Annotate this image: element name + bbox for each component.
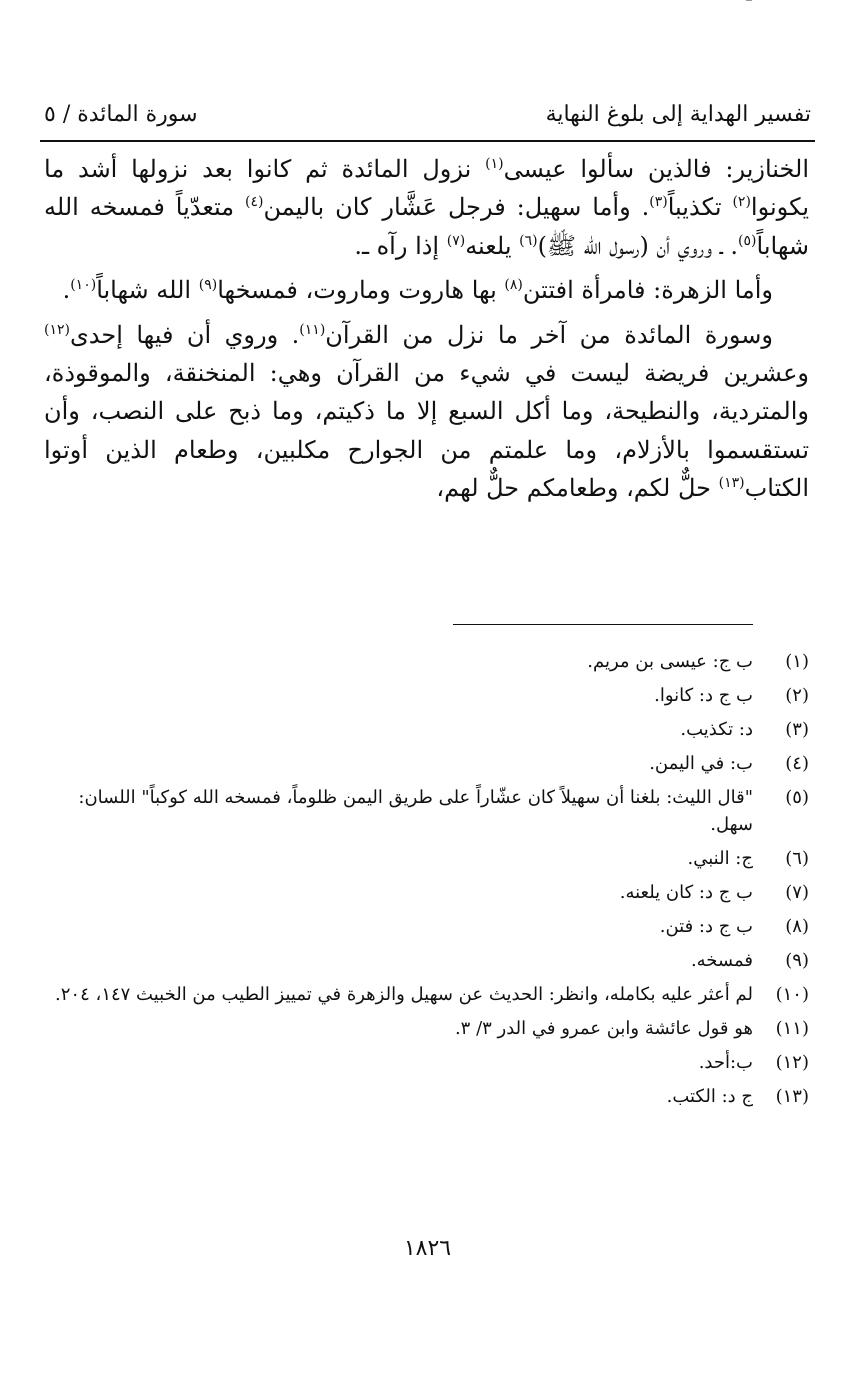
footnotes (44, 648, 809, 1117)
footnote-number: (٦) (785, 848, 809, 869)
footnote-item (44, 716, 809, 743)
footnote-item (44, 947, 809, 974)
footnote-ref: (٢) (732, 194, 751, 211)
footnote-item (44, 648, 809, 675)
footnote-ref: (٨) (504, 277, 523, 294)
footnote-text: ب ج د: كان يلعنه. (619, 882, 753, 903)
footnote-item (44, 750, 809, 777)
footnote-number: (٤) (785, 753, 809, 774)
footnote-number: (٥) (785, 787, 809, 808)
footnote-ref: (٥) (738, 232, 757, 249)
footnote-ref: (٦) (519, 232, 538, 249)
footnote-item (44, 981, 809, 1008)
corner-mark (746, 0, 752, 7)
paragraph-2: وأما الزهرة: فامرأة افتتن$^{(٨)}$ بها هاروت وماروت، فمسخها$^{(٩)}$ الله شهاباً$^{(١٠)}$. (62, 276, 773, 305)
footnote-item (44, 845, 809, 872)
footnote-separator (453, 624, 753, 625)
footnote-number: (٣) (785, 719, 809, 740)
footnote-number: (٢) (785, 685, 809, 706)
footnote-text: "قال الليث: بلغنا أن سهيلاً كان عشّاراً على طريق اليمن ظلوماً، فمسخه الله كوكباً" اللسان: سهل. (78, 787, 753, 835)
footnote-ref: (١) (485, 156, 504, 172)
footnote-number: (١) (785, 651, 809, 672)
page-number: ١٨٢٦ (403, 1236, 452, 1261)
surah-reference: سورة المائدة / ٥ (44, 101, 198, 127)
footnote-ref: (٩) (198, 277, 218, 294)
footnote-item (44, 1049, 809, 1076)
footnote-text: هو قول عائشة وابن عمرو في الدر ٣/ ٣. (454, 1018, 753, 1039)
footnote-number: (٨) (785, 916, 809, 937)
running-header (44, 96, 811, 132)
paragraph-3: وسورة المائدة من آخر ما نزل من القرآن$^{(١١)}$. وروي أن فيها إحدى$^{(١٢)}$ وعشرين فريضة ليست في شيء من القرآن وهي: المنخنقة، والموقوذة، والمتردية، والنطيحة، وما أكل السبع إلا ما ذكيتم، وما ذبح على النصب، وأن تستقسموا بالأزلام، وما علمتم من الجوارح مكلبين، وطعام الذين أوتوا الكتاب$^{(١٣)}$ حلٌّ لكم، وطعامكم حلٌّ لهم، (44, 320, 809, 503)
footnote-item (44, 913, 809, 940)
footnote-text: ج: النبي. (687, 848, 753, 869)
footnote-text: ب: في اليمن. (649, 753, 753, 774)
footnote-text: ب ج: عيسى بن مريم. (587, 651, 753, 672)
footnote-text: لم أعثر عليه بكامله، وانظر: الحديث عن سهيل والزهرة في تمييز الطيب من الخبيث ١٤٧، ٢٠٤. (55, 984, 753, 1005)
header-rule (40, 140, 815, 142)
footnote-ref: (١١) (299, 321, 326, 338)
footnote-item (44, 879, 809, 906)
book-title: تفسير الهداية إلى بلوغ النهاية (545, 101, 811, 127)
footnote-number: (١٣) (775, 1086, 809, 1107)
footnote-ref: (١٢) (44, 321, 70, 338)
footnote-ref: (١٠) (70, 277, 97, 294)
footnote-text: فمسخه. (690, 950, 753, 971)
footnote-number: (١٢) (775, 1052, 809, 1073)
paragraph-1: الخنازير: فالذين سألوا عيسى$^{(١)}$ نزول المائدة ثم كانوا بعد نزولها أشد ما يكونوا$^{(٢)}$ تكذيباً$^{(٣)}$. وأما سهيل: فرجل عَشَّار كان باليمن$^{(٤)}$ متعدّياً فمسخه الله شهاباً$^{(٥)}$. ـ وروي أن (رسول الله ﷺ)$^{(٦)}$ يلعنه$^{(٧)}$ إذا رآه ـ. (44, 155, 810, 260)
footnote-text: ب:أحد. (698, 1052, 753, 1073)
footnote-text: ب ج د: فتن. (659, 916, 753, 937)
footnote-number: (٧) (785, 882, 809, 903)
footnote-number: (١١) (775, 1018, 809, 1039)
footnote-number: (١٠) (775, 984, 809, 1005)
footnote-ref: (٣) (649, 194, 668, 211)
footnote-item (44, 682, 809, 709)
footnote-text: د: تكذيب. (680, 719, 753, 740)
footnote-item (44, 784, 809, 838)
footnote-item (44, 1015, 809, 1042)
footnote-text: ج د: الكتب. (666, 1086, 753, 1107)
footnote-ref: (٤) (245, 194, 264, 211)
footnote-text: ب ج د: كانوا. (654, 685, 753, 706)
footnote-ref: (٧) (446, 232, 466, 249)
footnote-item (44, 1083, 809, 1110)
main-text (44, 150, 809, 508)
footnote-ref: (١٣) (718, 475, 745, 492)
footnote-number: (٩) (785, 950, 809, 971)
